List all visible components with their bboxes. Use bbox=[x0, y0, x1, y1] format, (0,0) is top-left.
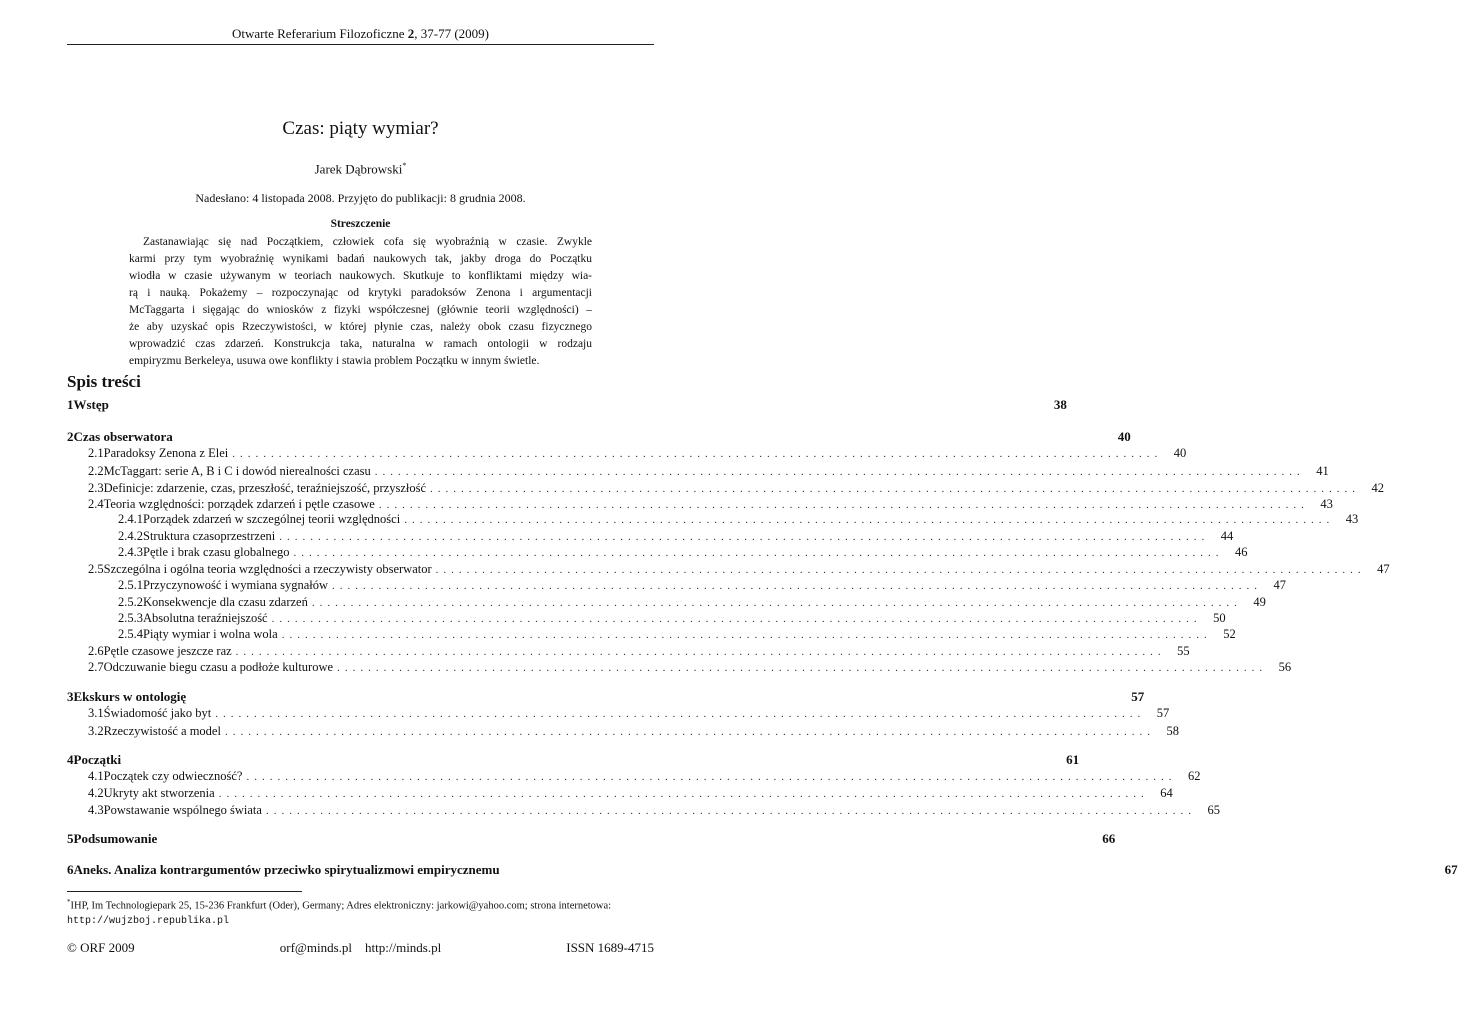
toc-entry-number: 2.5.4 bbox=[118, 627, 143, 641]
toc-entry-label: Teoria względności: porządek zdarzeń i pętle czasowe bbox=[103, 497, 375, 511]
toc-entry-number: 2.5 bbox=[88, 562, 104, 576]
toc-entry-2-5[interactable] bbox=[67, 561, 1390, 578]
toc-entry-page: 42 bbox=[1371, 481, 1385, 495]
toc-entry-label: Definicje: zdarzenie, czas, przeszłość, teraźniejszość, przyszłość bbox=[103, 481, 427, 495]
toc-leader-dots: ........................................................................................................................ bbox=[265, 805, 1196, 817]
toc-entry-2-7[interactable] bbox=[67, 659, 1292, 676]
header-rule bbox=[67, 44, 654, 45]
toc-entry-number: 3 bbox=[67, 689, 74, 704]
abstract-line: że aby uzyskać opis Rzeczywistości, w której płynie czas, należy obok czasu fizycznego bbox=[129, 321, 592, 333]
toc-entry-label: Rzeczywistość a model bbox=[103, 724, 221, 738]
toc-entry-5[interactable] bbox=[67, 830, 1116, 847]
toc-entry-label: Wstęp bbox=[73, 397, 109, 412]
toc-entry-label: Początek czy odwieczność? bbox=[103, 769, 243, 783]
toc-leader-dots: ........................................................................................................................ bbox=[215, 708, 1146, 720]
toc-entry-2-3[interactable] bbox=[67, 480, 1385, 497]
toc-entry-label: Szczególna i ogólna teoria względności a rzeczywisty obserwator bbox=[103, 562, 432, 576]
toc-leader-dots: ........................................................................................................................ bbox=[271, 613, 1202, 625]
toc-entry-page: 64 bbox=[1160, 786, 1173, 800]
author bbox=[67, 161, 654, 177]
toc-entry-2-5-4[interactable] bbox=[67, 626, 1236, 643]
abstract bbox=[129, 234, 592, 370]
toc-leader-dots: ........................................................................................................................ bbox=[279, 531, 1210, 543]
toc-entry-2-5-2[interactable] bbox=[67, 594, 1266, 611]
toc-entry-number: 4.1 bbox=[88, 769, 104, 783]
footnote-mark: * bbox=[67, 898, 71, 906]
toc-entry-number: 2.4 bbox=[88, 497, 104, 511]
toc-leader-dots: ........................................................................................................................ bbox=[378, 499, 1309, 511]
toc-entry-number: 2.3 bbox=[88, 481, 104, 495]
toc-entry-page: 47 bbox=[1377, 562, 1390, 576]
toc-entry-number: 3.2 bbox=[88, 724, 104, 738]
toc-leader-dots: ........................................................................................................................ bbox=[235, 646, 1166, 658]
toc-leader-dots: ........................................................................................................................ bbox=[281, 629, 1212, 641]
toc-entry-number: 2.7 bbox=[88, 660, 104, 674]
toc-entry-number: 2.4.2 bbox=[118, 529, 143, 543]
footer-copyright: © ORF 2009 bbox=[67, 940, 135, 955]
toc-entry-page: 46 bbox=[1234, 545, 1248, 559]
toc-leader-dots: ........................................................................................................................ bbox=[430, 483, 1361, 495]
toc-entry-number: 4 bbox=[67, 752, 74, 767]
toc-entry-page: 47 bbox=[1273, 578, 1287, 592]
toc-entry-label: Ukryty akt stworzenia bbox=[103, 786, 215, 800]
toc-entry-6[interactable] bbox=[67, 861, 1458, 878]
toc-entry-page: 66 bbox=[1102, 831, 1116, 846]
toc-entry-number: 5 bbox=[67, 831, 74, 846]
toc-entry-number: 2.5.2 bbox=[118, 595, 143, 609]
author-name: Jarek Dąbrowski bbox=[314, 161, 403, 177]
footer-issn: ISSN 1689-4715 bbox=[566, 940, 654, 955]
running-head-journal: Otwarte Referarium Filozoficzne bbox=[231, 26, 408, 41]
toc-entry-label: Porządek zdarzeń w szczególnej teorii względności bbox=[143, 512, 401, 526]
abstract-line: McTaggarta i sięgając do wniosków z fizyki współczesnej (głównie teorii względności) – bbox=[129, 304, 592, 316]
toc-entry-2-6[interactable] bbox=[67, 643, 1190, 660]
abstract-line: empiryzmu Berkeleya, usuwa owe konflikty i stawia problem Początku w innym świetle. bbox=[129, 355, 540, 367]
toc-entry-number: 2.5.3 bbox=[118, 611, 143, 625]
toc-entry-page: 44 bbox=[1220, 529, 1234, 543]
toc-entry-3-1[interactable] bbox=[67, 705, 1170, 722]
toc-entry-page: 57 bbox=[1131, 689, 1145, 704]
toc-leader-dots: ........................................................................................................................ bbox=[224, 726, 1155, 738]
toc-entry-number: 2 bbox=[67, 429, 74, 444]
toc-entry-label: Czas obserwatora bbox=[73, 429, 173, 444]
homepage-link[interactable]: http://wujzboj.republika.pl bbox=[67, 915, 230, 927]
footnote bbox=[67, 895, 654, 929]
toc-entry-label: Pętle i brak czasu globalnego bbox=[143, 545, 290, 559]
toc-leader-dots: ........................................................................................................................ bbox=[404, 514, 1335, 526]
toc-leader-dots: ........................................................................................................................ bbox=[246, 771, 1177, 783]
toc-entry-page: 62 bbox=[1187, 769, 1201, 783]
toc-entry-1[interactable] bbox=[67, 396, 1067, 413]
toc-entry-2-4-1[interactable] bbox=[67, 511, 1359, 528]
toc-entry-page: 41 bbox=[1316, 464, 1329, 478]
toc-entry-number: 1 bbox=[67, 397, 74, 412]
toc-leader-dots: ........................................................................................................................ bbox=[435, 564, 1366, 576]
toc-entry-label: Początki bbox=[73, 752, 122, 767]
toc-entry-label: Odczuwanie biegu czasu a podłoże kulturowe bbox=[103, 660, 334, 674]
toc-entry-label: Pętle czasowe jeszcze raz bbox=[103, 644, 232, 658]
toc-leader-dots: ........................................................................................................................ bbox=[218, 788, 1149, 800]
abstract-heading: Streszczenie bbox=[330, 218, 391, 230]
running-header bbox=[67, 26, 654, 42]
toc-entry-page: 40 bbox=[1173, 446, 1187, 460]
submission-dates: Nadesłano: 4 listopada 2008. Przyjęto do publikacji: 8 grudnia 2008. bbox=[195, 191, 526, 205]
toc-leader-dots: ........................................................................................................................ bbox=[232, 448, 1163, 460]
toc-entry-2-5-3[interactable] bbox=[67, 610, 1226, 627]
toc-entry-4-1[interactable] bbox=[67, 768, 1201, 785]
author-footnote-mark: * bbox=[402, 161, 407, 170]
toc-entry-label: Paradoksy Zenona z Elei bbox=[103, 446, 229, 460]
abstract-line: wprowadzić czas zdarzeń. Konstrukcja taka, naturalna w ramach ontologii w rodzaju bbox=[129, 338, 592, 350]
toc-entry-number: 2.1 bbox=[88, 446, 104, 460]
abstract-line: rą i nauką. Pokażemy – rozpoczynając od krytyki paradoksów Zenona i argumentacji bbox=[129, 287, 592, 299]
toc-entry-label: Absolutna teraźniejszość bbox=[143, 611, 268, 625]
toc-entry-page: 40 bbox=[1117, 429, 1131, 444]
toc-entry-2-4-2[interactable] bbox=[67, 528, 1234, 545]
toc-entry-page: 56 bbox=[1278, 660, 1292, 674]
toc-entry-number: 2.6 bbox=[88, 644, 104, 658]
toc-entry-number: 2.5.1 bbox=[118, 578, 143, 592]
toc-entry-label: Piąty wymiar i wolna wola bbox=[143, 627, 278, 641]
toc-entry-number: 2.2 bbox=[88, 464, 104, 478]
paper-title: Czas: piąty wymiar? bbox=[282, 118, 439, 139]
footnote-rule bbox=[67, 891, 302, 892]
toc-entry-label: Struktura czasoprzestrzeni bbox=[143, 529, 276, 543]
toc-entry-label: Aneks. Analiza kontrargumentów przeciwko spirytualizmowi empirycznemu bbox=[73, 862, 500, 877]
toc-leader-dots: ........................................................................................................................ bbox=[311, 597, 1242, 609]
abstract-line: Zastanawiając się nad Początkiem, człowiek cofa się wyobraźnią w czasie. Zwykle bbox=[143, 236, 592, 248]
toc-entry-page: 52 bbox=[1223, 627, 1236, 641]
toc-entry-label: Ekskurs w ontologię bbox=[73, 689, 187, 704]
toc-leader-dots: ........................................................................................................................ bbox=[337, 662, 1268, 674]
toc-entry-3[interactable] bbox=[67, 688, 1145, 705]
toc-entry-label: Podsumowanie bbox=[73, 831, 158, 846]
toc-entry-number: 3.1 bbox=[88, 706, 104, 720]
toc-entry-number: 6 bbox=[67, 862, 74, 877]
toc-title: Spis treści bbox=[67, 372, 141, 391]
toc-entry-page: 58 bbox=[1166, 724, 1179, 738]
running-head-pages: , 37-77 (2009) bbox=[414, 26, 490, 41]
running-head-volume: 2 bbox=[407, 26, 415, 41]
toc-entry-2-5-1[interactable] bbox=[67, 577, 1287, 594]
toc-leader-dots: ........................................................................................................................ bbox=[332, 580, 1263, 592]
toc-entry-number: 2.4.3 bbox=[118, 545, 143, 559]
toc-entry-page: 55 bbox=[1177, 644, 1190, 658]
footer-contact: orf@minds.pl http://minds.pl bbox=[279, 940, 442, 955]
toc-entry-number: 4.3 bbox=[88, 803, 104, 817]
toc-entry-2-2[interactable] bbox=[67, 463, 1329, 480]
toc-entry-page: 38 bbox=[1053, 397, 1067, 412]
toc-entry-page: 49 bbox=[1253, 595, 1266, 609]
toc-leader-dots: ........................................................................................................................ bbox=[293, 547, 1224, 559]
footnote-text: IHP, Im Technologiepark 25, 15-236 Frankfurt (Oder), Germany; Adres elektroniczny: jarkowi@yahoo.com; strona internetowa: bbox=[70, 900, 612, 912]
toc-entry-label: Konsekwencje dla czasu zdarzeń bbox=[143, 595, 308, 609]
toc-entry-4-3[interactable] bbox=[67, 802, 1220, 819]
toc-entry-2[interactable] bbox=[67, 428, 1131, 445]
toc-entry-page: 65 bbox=[1207, 803, 1220, 817]
toc-entry-number: 2.4.1 bbox=[118, 512, 143, 526]
toc-leader-dots: ........................................................................................................................ bbox=[374, 466, 1305, 478]
toc-entry-page: 57 bbox=[1156, 706, 1170, 720]
abstract-line: wiodła w czasie używanym w teoriach naukowych. Skutkuje to konfliktami między wia- bbox=[129, 270, 592, 282]
toc-entry-label: Przyczynowość i wymiana sygnałów bbox=[143, 578, 329, 592]
toc-entry-number: 4.2 bbox=[88, 786, 104, 800]
toc-entry-label: McTaggart: serie A, B i C i dowód nierealności czasu bbox=[103, 464, 371, 478]
toc-entry-page: 50 bbox=[1213, 611, 1226, 625]
toc-entry-2-4-3[interactable] bbox=[67, 544, 1248, 561]
toc-entry-page: 43 bbox=[1345, 512, 1359, 526]
toc-entry-page: 61 bbox=[1066, 752, 1080, 767]
toc-entry-4[interactable] bbox=[67, 751, 1080, 768]
toc-entry-label: Powstawanie wspólnego świata bbox=[103, 803, 262, 817]
abstract-line: karmi przy tym wyobraźnię wynikami badań naukowych tak, jakby droga do Początku bbox=[129, 253, 592, 265]
toc-entry-page: 67 bbox=[1444, 862, 1458, 877]
toc-entry-page: 43 bbox=[1320, 497, 1333, 511]
toc-entry-2-1[interactable] bbox=[67, 445, 1187, 462]
toc-entry-label: Świadomość jako byt bbox=[103, 706, 212, 720]
toc-entry-3-2[interactable] bbox=[67, 723, 1179, 740]
toc-entry-4-2[interactable] bbox=[67, 785, 1173, 802]
